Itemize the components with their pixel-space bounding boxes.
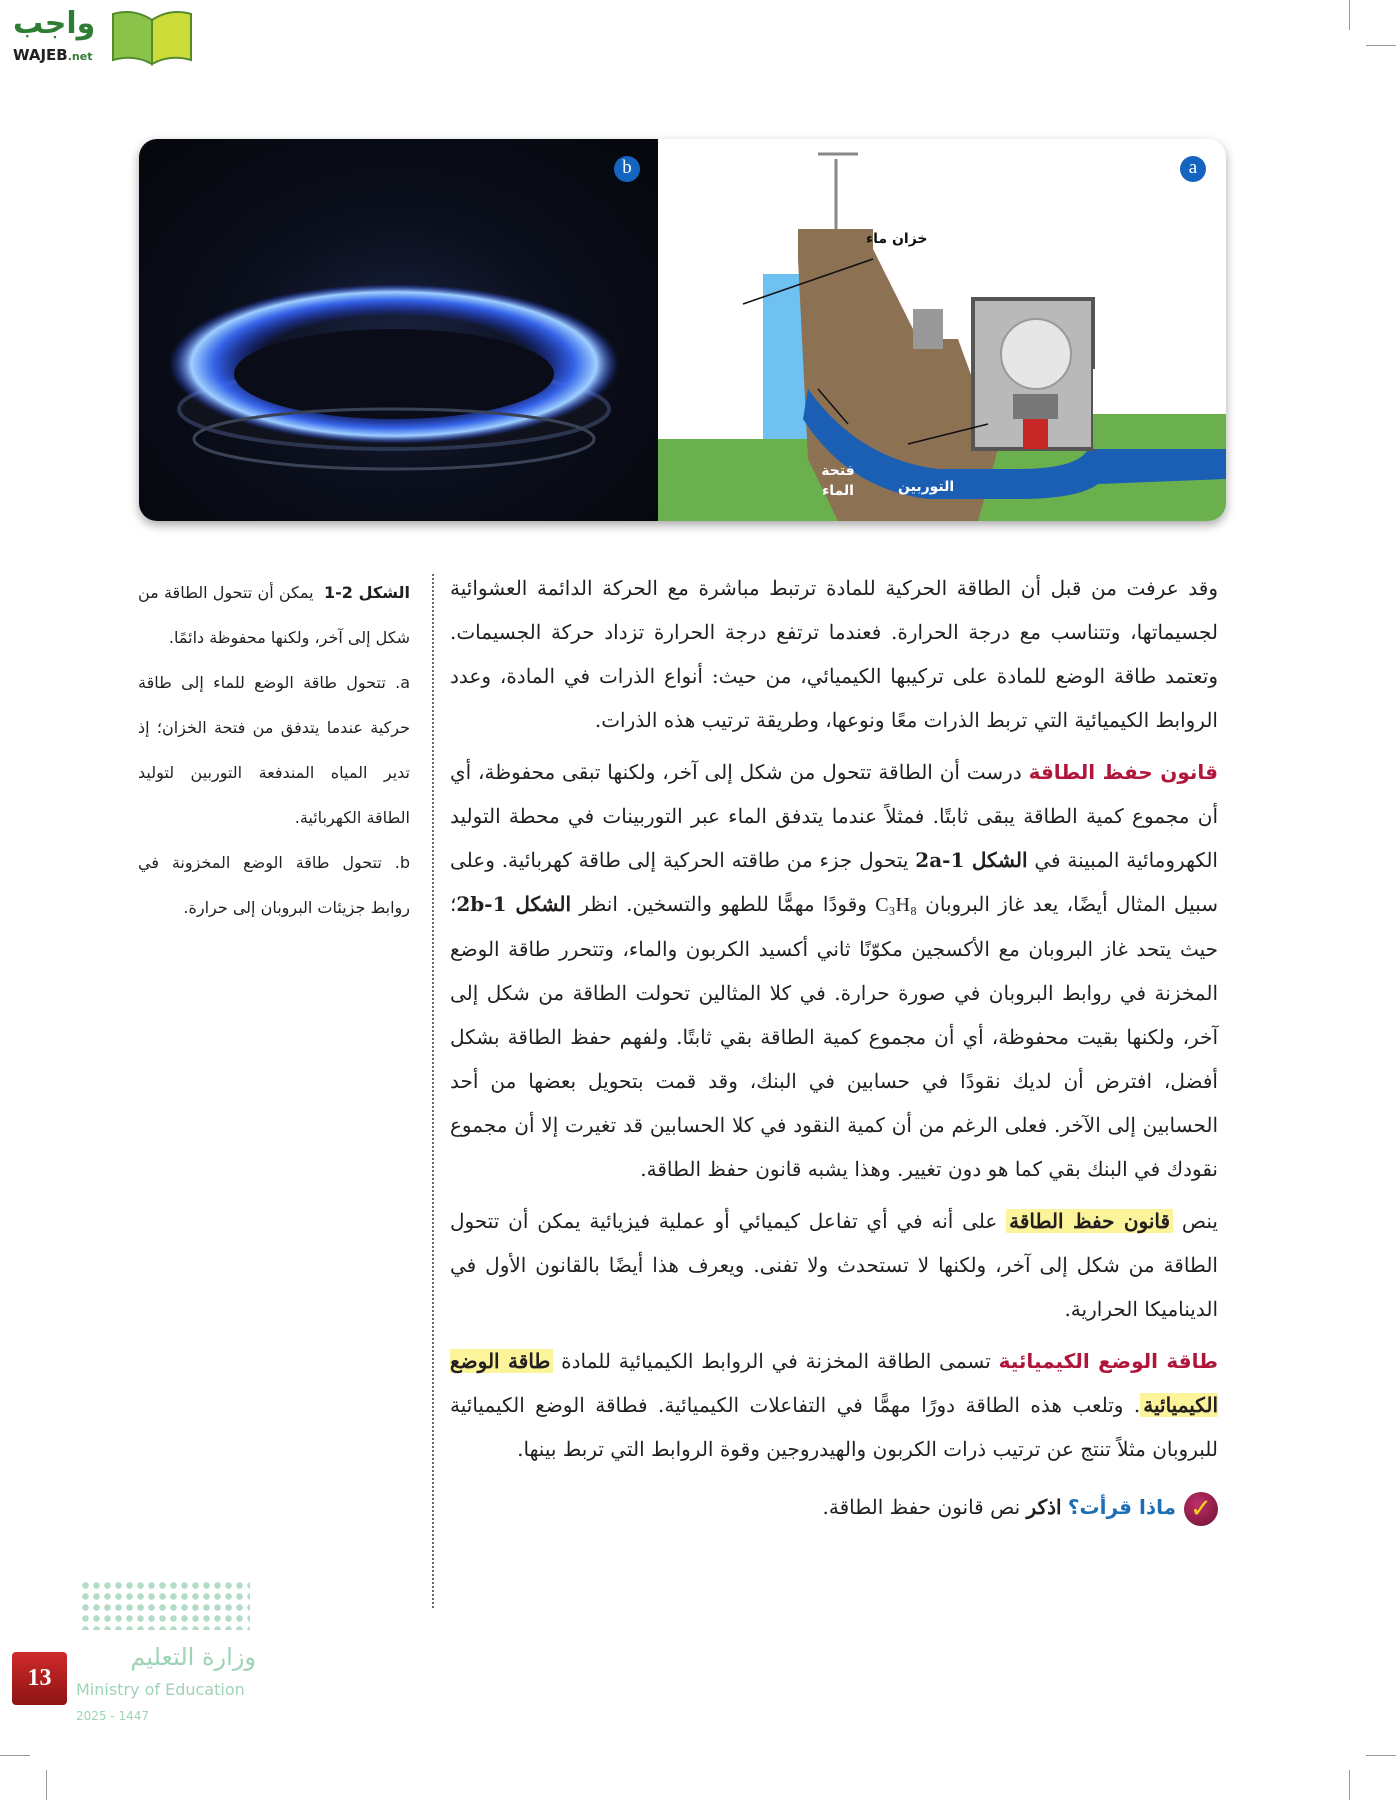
heading-conservation: قانون حفظ الطاقة — [1028, 760, 1218, 784]
caption-a — [138, 660, 410, 840]
gas-flame-photo — [139, 139, 658, 521]
text: ؛ حيث يتحد غاز البروبان مع الأكسجين مكوّنًا ثاني أكسيد الكربون والماء، وتتحرر طاقة الوضع المخزنة في روابط البروبان في صورة حرارة. في كلا المثالين تحولت الطاقة من شكل إلى آخر، ولكنها بقيت محفوظة، أي أن مجموع كمية الطاقة بقي ثابتًا. ولفهم حفظ الطاقة بشكل أفضل، افترض أن لديك نقودًا في حسابين في البنك، وقد قمت بتحويل بعضها من أحد الحسابين إلى الآخر. فعلى الرغم من أن كمية النقود في كلا الحسابين قد تغيرت إلا أن مجموع نقودك في البنك بقي كما هو دون تغيير. وهذا يشبه قانون حفظ الطاقة. — [450, 892, 1218, 1181]
text: وقودًا مهمًّا للطهو والتسخين. انظر — [571, 892, 876, 916]
ministry-logo — [27, 1580, 266, 1740]
crop-mark — [1349, 0, 1350, 30]
figure-ref-b: الشكل 1-2b — [456, 892, 572, 916]
paragraph-chemical-potential — [450, 1339, 1218, 1471]
ministry-english: Ministry of Education — [76, 1680, 245, 1699]
crop-mark — [1366, 1755, 1396, 1756]
heading-chemical-potential: طاقة الوضع الكيميائية — [998, 1349, 1218, 1373]
logo-arabic: واجب — [13, 6, 96, 41]
figure-ref-a: الشكل 1-2a — [915, 848, 1028, 872]
caption-a-text: تتحول طاقة الوضع للماء إلى طاقة حركية عندما يتدفق من فتحة الخزان؛ إذ تدير المياه المندفعة التوربين لتوليد الطاقة الكهربائية. — [138, 673, 410, 827]
figure-caption — [138, 570, 410, 930]
dam-diagram-icon — [658, 139, 1226, 521]
hydroelectric-diagram — [658, 139, 1226, 521]
text: على أنه في أي تفاعل كيميائي أو عملية فيزيائية يمكن أن تتحول الطاقة من شكل إلى آخر، ولكنها لا تستحدث ولا تفنى. ويعرف هذا أيضًا بالقانون الأول في الديناميكا الحرارية. — [450, 1209, 1218, 1321]
page-number: 13 — [12, 1652, 67, 1705]
term-chemical-potential: طاقة الوضع الكيميائية — [450, 1349, 1218, 1417]
paragraph-law-definition — [450, 1199, 1218, 1331]
text: يتحول جزء من طاقته الحركية إلى طاقة كهربائية. وعلى سبيل المثال أيضًا، يعد غاز البروبان — [450, 848, 1218, 916]
propane-formula: C₃H₈ — [875, 894, 917, 916]
caption-main — [138, 570, 410, 660]
badge-a: a — [1180, 156, 1206, 182]
reading-check-label: ماذا قرأت؟ — [1067, 1495, 1176, 1519]
crop-mark — [1349, 1770, 1350, 1800]
reading-check-text: نص قانون حفظ الطاقة. — [822, 1495, 1027, 1519]
badge-b: b — [614, 156, 640, 182]
text: درست أن الطاقة تتحول من شكل إلى آخر، ولكنها تبقى محفوظة، أي أن مجموع كمية الطاقة يبقى ثابتًا. فمثلاً عندما يتدفق الماء عبر التوربينات في محطة التوليد الكهرومائية المبينة في — [450, 760, 1218, 872]
text: . وتلعب هذه الطاقة دورًا مهمًّا في التفاعلات الكيميائية. فطاقة الوضع الكيميائية للبروبان مثلاً تنتج عن ترتيب ذرات الكربون والهيدروجين وقوة الروابط التي تربط بينها. — [450, 1393, 1218, 1461]
checkmark-icon: ✓ — [1184, 1492, 1218, 1526]
label-water-intake: فتحة الماء — [821, 463, 855, 499]
book-icon — [109, 8, 195, 66]
reading-check — [450, 1485, 1218, 1529]
wajeb-logo — [9, 6, 194, 66]
logo-latin: WAJEB.net — [13, 46, 93, 64]
caption-b — [138, 840, 410, 930]
caption-text: يمكن أن تتحول الطاقة من شكل إلى آخر، ولكنها محفوظة دائمًا. — [138, 583, 410, 647]
year: 2025 - 1447 — [76, 1709, 150, 1723]
crop-mark — [1366, 45, 1396, 46]
text: ينص — [1173, 1209, 1218, 1233]
crop-mark — [46, 1770, 47, 1800]
caption-b-text: تتحول طاقة الوضع المخزونة في روابط جزيئات البروبان إلى حرارة. — [138, 853, 410, 917]
paragraph-conservation — [450, 750, 1218, 1191]
paragraph-kinetic-potential: وقد عرفت من قبل أن الطاقة الحركية للمادة ترتبط مباشرة مع الحركة الدائمة العشوائية لجسيماتها، وتتناسب مع درجة الحرارة. فعندما ترتفع درجة الحرارة تزداد حركة الجسيمات. وتعتمد طاقة الوضع للمادة على تركيبها الكيميائي، من حيث: أنواع الذرات في المادة، وعدد الروابط الكيميائية التي تربط الذرات معًا ونوعها، وطريقة ترتيب هذه الذرات. — [450, 576, 1218, 732]
ministry-arabic: وزارة التعليم — [130, 1643, 256, 1671]
main-text — [450, 566, 1218, 1537]
term-conservation-law: قانون حفظ الطاقة — [1006, 1209, 1173, 1233]
label-turbine: التوربين — [898, 479, 955, 495]
label-reservoir: خزان ماء — [866, 231, 928, 247]
flame-icon — [139, 139, 658, 521]
figure-1-2 — [139, 139, 1226, 521]
caption-a-letter: a. — [395, 673, 410, 692]
reading-check-verb: اذكر — [1026, 1495, 1062, 1519]
column-divider — [432, 574, 434, 1608]
text: تسمى الطاقة المخزنة في الروابط الكيميائية للمادة — [553, 1349, 999, 1373]
caption-b-letter: b. — [394, 853, 410, 872]
ministry-dots-icon — [80, 1580, 250, 1630]
caption-title: الشكل 2-1 — [324, 583, 410, 602]
crop-mark — [0, 1755, 30, 1756]
